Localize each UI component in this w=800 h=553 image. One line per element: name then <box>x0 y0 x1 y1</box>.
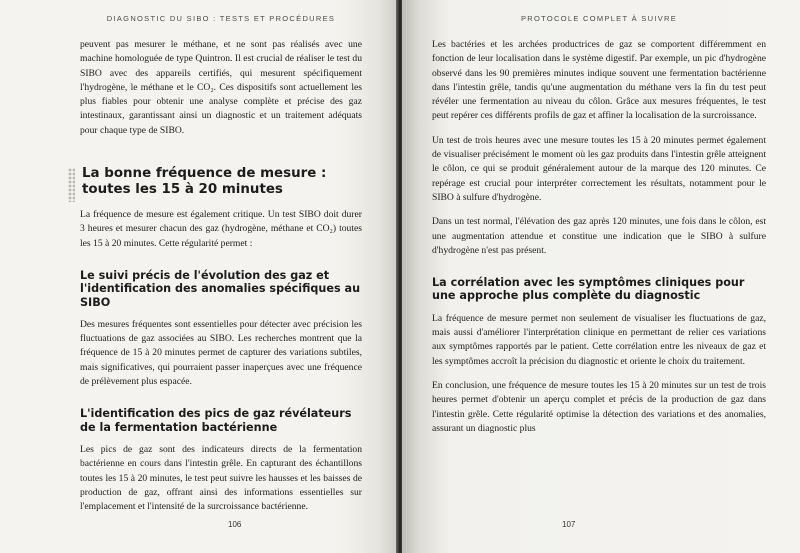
right-page-content <box>432 38 766 436</box>
gas-evolution-paragraph: Des mesures fréquentes sont essentielles pour détecter avec précision les fluctuations de gaz associées au SIBO. Les recherches montrent que la fréquence de 15 à 20 minutes permet de capturer des variations subtiles, mais significatives, qui pourraient passer inaperçues avec une fréquence de prélèvement plus espacée. <box>80 318 362 388</box>
gas-peaks-paragraph: Les pics de gaz sont des indicateurs directs de la fermentation bactérienne en cours dans l'intestin grêle. En capturant des échantillons toutes les 15 à 20 minutes, le test peut suivre les hausses et les baisses de production de gaz, offrant ainsi des informations essentielles sur l'emplacement et l'intensité de la surcroissance bactérienne. <box>80 443 362 513</box>
section-heading: La bonne fréquence de mesure : toutes les 15 à 20 minutes <box>82 166 327 197</box>
section-paragraph: La fréquence de mesure est également critique. Un test SIBO doit durer 3 heures et mesurer chacun des gaz (hydrogène, méthane et CO₂) toutes les 15 à 20 minutes. Cette régularité permet : <box>80 209 362 249</box>
right-running-head: PROTOCOLE COMPLET À SUIVRE <box>520 14 678 23</box>
three-hour-test-paragraph: Un test de trois heures avec une mesure toutes les 15 à 20 minutes permet également de visualiser précisément le moment où les gaz produits dans l'intestin grêle atteignent le côlon, ce qui se produit généralement autour de la marque des 120 minutes. Ce repérage est crucial pour interpréter correctement les résultats, notamment pour le SIBO à sulfure d'hydrogène. <box>432 134 766 203</box>
right-page <box>402 0 800 553</box>
left-page <box>0 0 398 553</box>
symptom-correlation-paragraph: La fréquence de mesure permet non seulement de visualiser les fluctuations de gaz, mais aussi d'améliorer l'interprétation clinique en permettant de relier ces variations aux symptômes rapportés par le patient. Cette corrélation entre les niveaux de gaz et les symptômes accroît la précision du diagnostic et oriente le choix du traitement. <box>432 312 766 367</box>
bacteria-profiles-paragraph: Les bactéries et les archées productrices de gaz se comportent différemment en fonction de leur localisation dans le système digestif. Par exemple, un pic d'hydrogène observé dans les 90 premières minutes indique souvent une fermentation bactérienne dans l'intestin grêle, tandis qu'une augmentation du méthane vers la fin du test peut révéler une fermentation au niveau du côlon. Grâce aux mesures fréquentes, le test peut repérer ces différents profils de gaz et affiner la localisation de la surcroissance. <box>432 39 766 122</box>
intro-paragraph: peuvent pas mesurer le méthane, et ne sont pas réalisés avec une machine homologuée de type Quintron. Il est crucial de réaliser le test du SIBO avec des appareils certifiés, qui mesurent spécifiquement l'hydrogène, le méthane et le CO₂. Ces dispositifs sont actuellement les plus fiables pour obtenir une analyse complète et précise des gaz intestinaux, garantissant ainsi un diagnostic et un traitement adéquats pour chaque type de SIBO. <box>80 39 362 136</box>
normal-test-paragraph: Dans un test normal, l'élévation des gaz après 120 minutes, une fois dans le côlon, est une augmentation attendue et constitue une indication que le SIBO à sulfure d'hydrogène n'est pas présent. <box>432 216 766 256</box>
dotted-ornament-icon <box>68 168 75 202</box>
subheading-gas-evolution: Le suivi précis de l'évolution des gaz et l'identification des anomalies spécifiques au SIBO <box>80 268 361 309</box>
conclusion-paragraph: En conclusion, une fréquence de mesure toutes les 15 à 20 minutes sur un test de trois heures permet d'obtenir un aperçu complet et précis de la production de gaz dans l'intestin grêle. Cette régularité optimise la détection des variations et des anomalies, assurant un diagnostic plus <box>432 379 766 434</box>
subheading-gas-peaks: L'identification des pics de gaz révélateurs de la fermentation bactérienne <box>80 407 352 434</box>
subheading-symptom-correlation: La corrélation avec les symptômes cliniques pour une approche plus complète du diagnostic <box>432 276 745 303</box>
right-page-number: 107 <box>562 520 576 529</box>
left-page-content <box>80 38 362 514</box>
section-heading-block <box>70 166 362 197</box>
left-running-head: DIAGNOSTIC DU SIBO : TESTS ET PROCÉDURES <box>106 14 336 23</box>
left-page-number: 106 <box>228 520 242 529</box>
